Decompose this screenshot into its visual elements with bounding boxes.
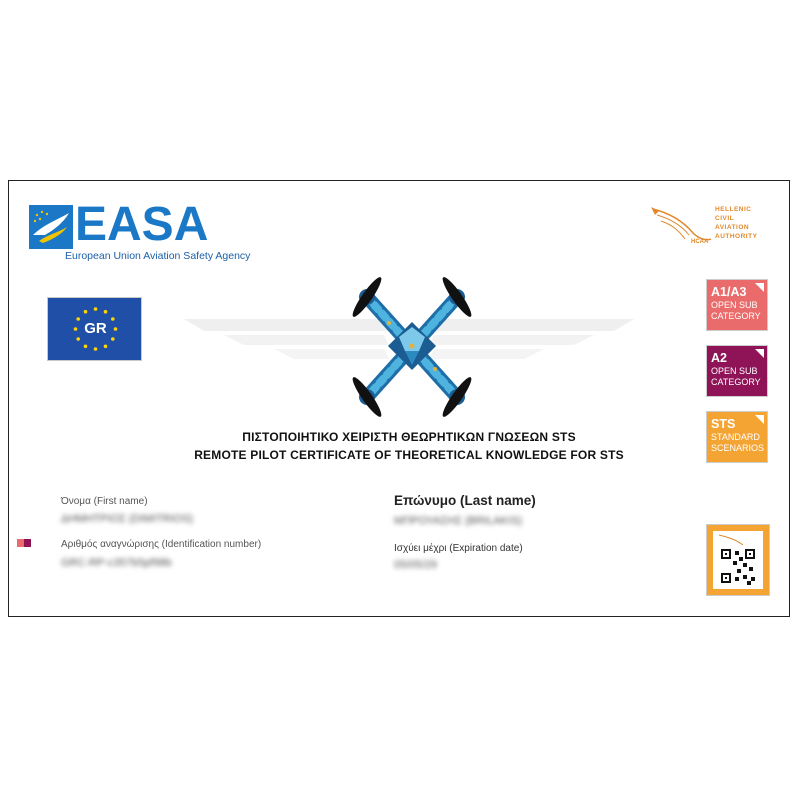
hcaa-line-1: HELLENIC bbox=[715, 206, 752, 213]
easa-wordmark: EASA bbox=[75, 198, 209, 251]
country-code: GR bbox=[84, 320, 107, 337]
badge-description: OPEN SUB CATEGORY bbox=[711, 366, 761, 387]
hcaa-line-3: AVIATION bbox=[715, 224, 750, 231]
hcaa-line-4: AUTHORITY bbox=[715, 233, 758, 240]
badge-code: A2 bbox=[711, 351, 727, 365]
first-name-value: ΔΗΜΗΤΡΙΟΣ (DIMITRIOS) bbox=[61, 513, 194, 525]
last-name-label: Επώνυμο (Last name) bbox=[394, 493, 536, 508]
certificate-card bbox=[8, 180, 790, 617]
easa-subtitle: European Union Aviation Safety Agency bbox=[65, 250, 251, 262]
last-name-value: ΜΠΡΟΥΑΣΗΣ (BRILAKIS) bbox=[394, 515, 522, 527]
hcaa-abbr: HCAA bbox=[691, 239, 709, 245]
badge-code: A1/A3 bbox=[711, 285, 747, 299]
badge-corner-icon bbox=[755, 415, 764, 424]
badge-corner-icon bbox=[755, 349, 764, 358]
certificate-title-greek: ΠΙΣΤΟΠΟΙΗΤΙΚΟ ΧΕΙΡΙΣΤΗ ΘΕΩΡΗΤΙΚΩΝ ΓΝΩΣΕΩΝ STS bbox=[242, 430, 576, 444]
hcaa-line-2: CIVIL bbox=[715, 215, 735, 222]
badge-description: STANDARD SCENARIOS bbox=[711, 432, 765, 453]
qr-code-tile bbox=[706, 524, 770, 596]
expiry-value: 05/05/29 bbox=[394, 559, 437, 571]
id-number-value: GRC-RP-c357b5pf98b bbox=[61, 557, 172, 569]
first-name-label: Όνομα (First name) bbox=[61, 496, 148, 507]
hcaa-name bbox=[715, 205, 757, 241]
easa-bird-icon bbox=[29, 205, 73, 249]
category-badge-a1-a3 bbox=[706, 279, 768, 331]
color-marker bbox=[17, 534, 31, 542]
drone-illustration bbox=[327, 267, 497, 427]
certificate-title-english: REMOTE PILOT CERTIFICATE OF THEORETICAL KNOWLEDGE FOR STS bbox=[194, 448, 624, 462]
eu-flag bbox=[47, 297, 142, 361]
badge-corner-icon bbox=[755, 283, 764, 292]
qr-code-graphic bbox=[713, 531, 763, 589]
easa-logo bbox=[29, 198, 251, 263]
qr-code-icon bbox=[713, 531, 763, 589]
id-number-label: Αριθμός αναγνώρισης (Identification number) bbox=[61, 539, 262, 550]
badge-code: STS bbox=[711, 417, 736, 431]
category-badge-a2 bbox=[706, 345, 768, 397]
hcaa-logo bbox=[649, 199, 769, 249]
badge-description: OPEN SUB CATEGORY bbox=[711, 300, 761, 321]
expiry-label: Ισχύει μέχρι (Expiration date) bbox=[394, 543, 523, 554]
